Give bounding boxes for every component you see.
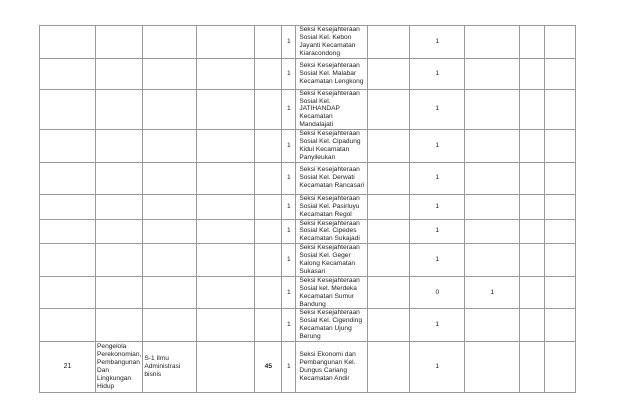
count-cell: 1 <box>282 194 296 219</box>
empty-cell <box>143 194 197 219</box>
count-cell: 1 <box>282 162 296 194</box>
value-cell-2: 1 <box>465 276 520 309</box>
empty-cell <box>368 58 410 89</box>
empty-cell <box>545 309 576 342</box>
empty-cell <box>520 342 545 393</box>
empty-cell <box>40 309 96 342</box>
empty-cell <box>143 162 197 194</box>
unit-cell: Seksi Kesejahteraan Sosial Kel. JATIHANDAP Kecamatan Mandalajati <box>296 89 368 130</box>
empty-cell <box>368 26 410 59</box>
table-row <box>40 162 576 194</box>
empty-cell <box>197 89 255 130</box>
empty-cell <box>520 26 545 59</box>
empty-cell <box>545 162 576 194</box>
empty-cell <box>368 162 410 194</box>
empty-cell <box>545 244 576 277</box>
empty-cell <box>255 162 282 194</box>
empty-cell <box>255 244 282 277</box>
empty-cell <box>40 26 96 59</box>
empty-cell <box>197 162 255 194</box>
table-row <box>40 219 576 244</box>
unit-cell: Seksi Kesejahteraan Sosial Kel. Geger Kalong Kecamatan Sukasari <box>296 244 368 277</box>
empty-cell <box>96 219 143 244</box>
empty-cell <box>255 194 282 219</box>
empty-cell <box>143 26 197 59</box>
value-cell: 0 <box>410 276 465 309</box>
value-cell-2 <box>465 89 520 130</box>
empty-cell <box>520 58 545 89</box>
table-row <box>40 276 576 309</box>
table-row-last <box>40 342 576 393</box>
empty-cell <box>545 58 576 89</box>
empty-cell <box>545 219 576 244</box>
bidang-cell: Pengelola Perekonomian, Pembangunan Dan Lingkungan Hidup <box>96 342 143 393</box>
empty-cell <box>545 276 576 309</box>
empty-cell <box>520 244 545 277</box>
count-cell: 1 <box>282 89 296 130</box>
value-cell-2 <box>465 58 520 89</box>
table-row <box>40 89 576 130</box>
value-cell-2 <box>465 26 520 59</box>
count-cell: 1 <box>282 276 296 309</box>
empty-cell <box>143 130 197 163</box>
empty-cell <box>96 130 143 163</box>
empty-cell <box>96 276 143 309</box>
pendidikan-cell: S-1 Ilmu Administrasi bisnis <box>143 342 197 393</box>
empty-cell <box>545 194 576 219</box>
value-cell: 1 <box>410 219 465 244</box>
value-cell-2 <box>465 194 520 219</box>
empty-cell <box>197 26 255 59</box>
count-cell: 1 <box>282 219 296 244</box>
count-cell: 1 <box>282 26 296 59</box>
count-cell: 1 <box>282 58 296 89</box>
table-row <box>40 130 576 163</box>
unit-cell: Seksi Kesejahteraan Sosial kel. Merdeka Kecamatan Sumur Bandung <box>296 276 368 309</box>
empty-cell <box>96 162 143 194</box>
empty-cell <box>520 162 545 194</box>
empty-cell <box>197 219 255 244</box>
empty-cell <box>143 244 197 277</box>
empty-cell <box>368 89 410 130</box>
value-cell: 1 <box>410 244 465 277</box>
empty-cell <box>40 219 96 244</box>
table-row <box>40 58 576 89</box>
empty-cell <box>255 58 282 89</box>
empty-cell <box>40 244 96 277</box>
unit-cell: Seksi Kesejahteraan Sosial Kel. Cigending Kecamatan Ujung Berung <box>296 309 368 342</box>
empty-cell <box>545 342 576 393</box>
count-cell: 1 <box>282 342 296 393</box>
value-cell-2 <box>465 219 520 244</box>
row-number: 21 <box>40 342 96 393</box>
empty-cell <box>545 26 576 59</box>
empty-cell <box>255 219 282 244</box>
empty-cell <box>197 130 255 163</box>
value-cell-2 <box>465 162 520 194</box>
value-cell: 1 <box>410 309 465 342</box>
empty-cell <box>96 58 143 89</box>
empty-cell <box>465 342 520 393</box>
empty-cell <box>255 276 282 309</box>
empty-cell <box>255 309 282 342</box>
table-row <box>40 309 576 342</box>
empty-cell <box>143 309 197 342</box>
table-row <box>40 244 576 277</box>
empty-cell <box>368 130 410 163</box>
empty-cell <box>197 58 255 89</box>
unit-cell: Seksi Kesejahteraan Sosial Kel. Pasirluyu Kecamatan Regol <box>296 194 368 219</box>
total-cell: 45 <box>255 342 282 393</box>
value-cell-2 <box>465 244 520 277</box>
empty-cell <box>143 276 197 309</box>
empty-cell <box>255 130 282 163</box>
empty-cell <box>96 194 143 219</box>
empty-cell <box>368 276 410 309</box>
empty-cell <box>255 89 282 130</box>
unit-cell: Seksi Kesejahteraan Sosial Kel. Kebon Jayanti Kecamatan Kiaracondong <box>296 26 368 59</box>
value-cell: 1 <box>410 342 465 393</box>
empty-cell <box>368 194 410 219</box>
table-row <box>40 194 576 219</box>
unit-cell: Seksi Kesejahteraan Sosial Kel. Malabar Kecamatan Lengkong <box>296 58 368 89</box>
empty-cell <box>197 194 255 219</box>
empty-cell <box>143 58 197 89</box>
empty-cell <box>520 219 545 244</box>
count-cell: 1 <box>282 309 296 342</box>
unit-cell: Seksi Kesejahteraan Sosial Kel. Derwati Kecamatan Rancasari <box>296 162 368 194</box>
empty-cell <box>545 130 576 163</box>
value-cell: 1 <box>410 58 465 89</box>
value-cell-2 <box>465 130 520 163</box>
empty-cell <box>197 342 255 393</box>
empty-cell <box>40 162 96 194</box>
value-cell: 1 <box>410 162 465 194</box>
empty-cell <box>197 244 255 277</box>
empty-cell <box>143 219 197 244</box>
empty-cell <box>520 194 545 219</box>
table-row <box>40 26 576 59</box>
value-cell: 1 <box>410 194 465 219</box>
empty-cell <box>368 342 410 393</box>
empty-cell <box>40 194 96 219</box>
empty-cell <box>96 89 143 130</box>
empty-cell <box>40 130 96 163</box>
empty-cell <box>40 58 96 89</box>
empty-cell <box>96 309 143 342</box>
empty-cell <box>143 89 197 130</box>
empty-cell <box>368 219 410 244</box>
unit-cell: Seksi Kesejahteraan Sosial Kel. Cipedes Kecamatan Sukajadi <box>296 219 368 244</box>
value-cell: 1 <box>410 130 465 163</box>
empty-cell <box>520 276 545 309</box>
empty-cell <box>40 276 96 309</box>
staffing-table <box>39 25 576 393</box>
unit-cell: Seksi Ekonomi dan Pembangunan Kel. Dungus Cariang Kecamatan Andir <box>296 342 368 393</box>
empty-cell <box>520 130 545 163</box>
empty-cell <box>197 276 255 309</box>
empty-cell <box>368 309 410 342</box>
empty-cell <box>197 309 255 342</box>
empty-cell <box>520 89 545 130</box>
count-cell: 1 <box>282 244 296 277</box>
empty-cell <box>96 26 143 59</box>
empty-cell <box>545 89 576 130</box>
empty-cell <box>96 244 143 277</box>
unit-cell: Seksi Kesejahteraan Sosial Kel. Cipadung Kidul Kecamatan Panyileukan <box>296 130 368 163</box>
value-cell: 1 <box>410 89 465 130</box>
value-cell-2 <box>465 309 520 342</box>
empty-cell <box>520 309 545 342</box>
empty-cell <box>255 26 282 59</box>
value-cell: 1 <box>410 26 465 59</box>
empty-cell <box>40 89 96 130</box>
empty-cell <box>368 244 410 277</box>
count-cell: 1 <box>282 130 296 163</box>
